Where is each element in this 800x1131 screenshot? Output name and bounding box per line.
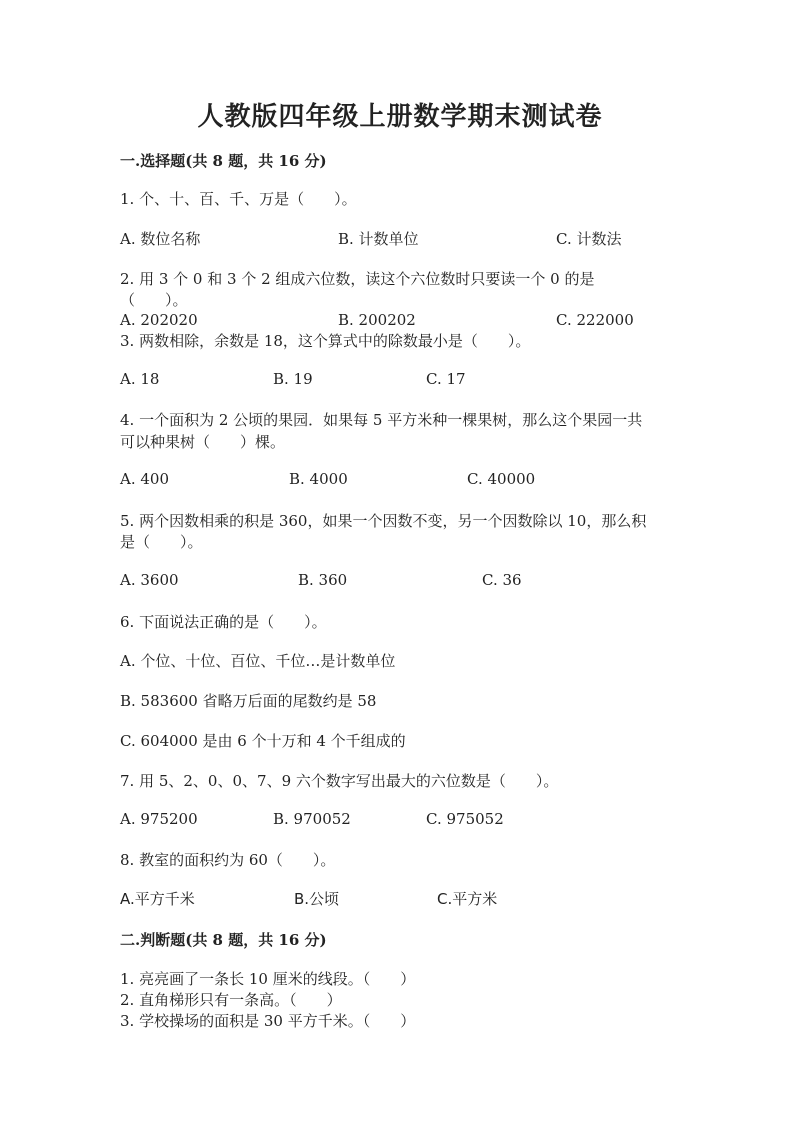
question-7-option-a: A. 975200 bbox=[120, 810, 198, 828]
section-heading-multiple-choice: 一.选择题(共 8 题，共 16 分) bbox=[120, 152, 327, 170]
question-5-option-a: A. 3600 bbox=[120, 571, 179, 589]
true-false-item-1: 1. 亮亮画了一条长 10 厘米的线段。（ ） bbox=[120, 970, 416, 988]
question-2-option-a: A. 202020 bbox=[120, 311, 198, 329]
question-4-option-b: B. 4000 bbox=[289, 470, 348, 488]
question-3-option-c: C. 17 bbox=[426, 370, 466, 388]
true-false-item-3: 3. 学校操场的面积是 30 平方千米。（ ） bbox=[120, 1012, 416, 1030]
exam-title: 人教版四年级上册数学期末测试卷 bbox=[197, 102, 603, 132]
question-7-option-c: C. 975052 bbox=[426, 810, 504, 828]
question-5-option-c: C. 36 bbox=[482, 571, 522, 589]
question-6-option-a: A. 个位、十位、百位、千位…是计数单位 bbox=[120, 652, 396, 670]
question-1-option-c: C. 计数法 bbox=[556, 230, 622, 248]
question-7-option-b: B. 970052 bbox=[273, 810, 351, 828]
question-8-stem: 8. 教室的面积约为 60（ ）。 bbox=[120, 851, 336, 869]
question-4-stem-line-1: 4. 一个面积为 2 公顷的果园．如果每 5 平方米种一棵果树，那么这个果园一共 bbox=[120, 411, 643, 429]
question-4-option-a: A. 400 bbox=[120, 470, 169, 488]
question-2-stem-line-1: 2. 用 3 个 0 和 3 个 2 组成六位数，读这个六位数时只要读一个 0 的是 bbox=[120, 270, 595, 288]
question-7-stem: 7. 用 5、2、0、0、7、9 六个数字写出最大的六位数是（ ）。 bbox=[120, 772, 559, 790]
section-heading-true-false: 二.判断题(共 8 题，共 16 分) bbox=[120, 931, 327, 949]
question-5-stem-line-1: 5. 两个因数相乘的积是 360，如果一个因数不变，另一个因数除以 10，那么积 bbox=[120, 512, 647, 530]
question-3-option-a: A. 18 bbox=[120, 370, 160, 388]
question-4-option-c: C. 40000 bbox=[467, 470, 536, 488]
question-8-option-c: C.平方米 bbox=[437, 890, 498, 908]
question-2-stem-line-2: （ ）。 bbox=[120, 291, 188, 309]
question-6-option-b: B. 583600 省略万后面的尾数约是 58 bbox=[120, 692, 377, 710]
question-1-stem: 1. 个、十、百、千、万是（ ）。 bbox=[120, 190, 357, 208]
question-8-option-b: B.公顷 bbox=[294, 890, 340, 908]
question-2-option-b: B. 200202 bbox=[338, 311, 416, 329]
question-3-option-b: B. 19 bbox=[273, 370, 313, 388]
question-1-option-a: A. 数位名称 bbox=[120, 230, 201, 248]
question-8-option-a: A.平方千米 bbox=[120, 890, 195, 908]
true-false-item-2: 2. 直角梯形只有一条高。（ ） bbox=[120, 991, 342, 1009]
question-3-stem: 3. 两数相除，余数是 18，这个算式中的除数最小是（ ）。 bbox=[120, 332, 531, 350]
question-5-option-b: B. 360 bbox=[298, 571, 348, 589]
question-4-stem-line-2: 可以种果树（ ）棵。 bbox=[120, 433, 286, 451]
question-6-option-c: C. 604000 是由 6 个十万和 4 个千组成的 bbox=[120, 732, 406, 750]
question-1-option-b: B. 计数单位 bbox=[338, 230, 419, 248]
question-2-option-c: C. 222000 bbox=[556, 311, 634, 329]
question-6-stem: 6. 下面说法正确的是（ ）。 bbox=[120, 613, 327, 631]
question-5-stem-line-2: 是（ ）。 bbox=[120, 533, 203, 551]
